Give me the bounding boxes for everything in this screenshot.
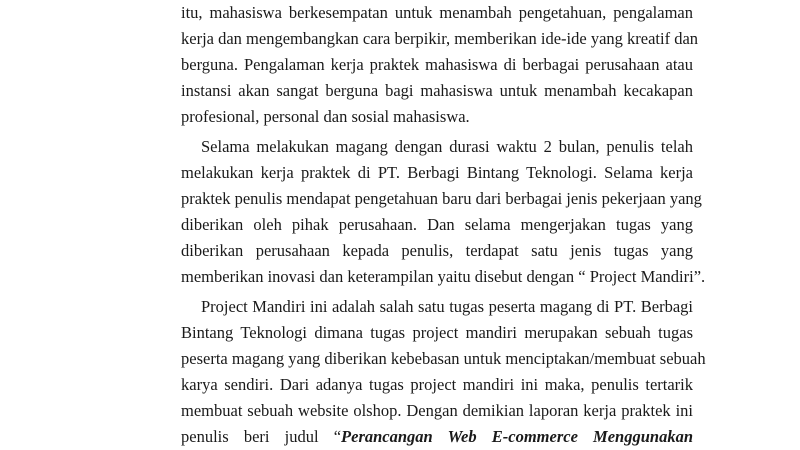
paragraph-line: Selama melakukan magang dengan durasi waktu 2 bulan, penulis telah	[201, 137, 693, 156]
paragraph-line: kerja dan mengembangkan cara berpikir, memberikan ide-ide yang kreatif dan	[181, 29, 699, 48]
paragraph-line: peserta magang yang diberikan kebebasan untuk menciptakan/membuat sebuah	[181, 349, 706, 368]
paragraph-line: berguna. Pengalaman kerja praktek mahasiswa di berbagai perusahaan atau	[181, 55, 693, 74]
report-title-emphasis: Perancangan Web E-commerce Menggunakan	[341, 427, 694, 446]
paragraph-line-title	[181, 424, 693, 450]
paragraph-line: diberikan perusahaan kepada penulis, terdapat satu jenis tugas yang	[181, 241, 693, 260]
paragraph-line: memberikan inovasi dan keterampilan yaitu disebut dengan “ Project Mandiri”.	[181, 267, 706, 286]
paragraph-line: instansi akan sangat berguna bagi mahasiswa untuk menambah kecakapan	[181, 81, 693, 100]
paragraph-line: Project Mandiri ini adalah salah satu tugas peserta magang di PT. Berbagi	[201, 297, 693, 316]
paragraph-line: Bintang Teknologi dimana tugas project mandiri merupakan sebuah tugas	[181, 323, 693, 342]
paragraph-line: membuat sebuah website olshop. Dengan demikian laporan kerja praktek ini	[181, 401, 693, 420]
paragraph-line: praktek penulis mendapat pengetahuan baru dari berbagai jenis pekerjaan yang	[181, 189, 702, 208]
paragraph-line: diberikan oleh pihak perusahaan. Dan selama mengerjakan tugas yang	[181, 215, 693, 234]
paragraph-line: melakukan kerja praktek di PT. Berbagi Bintang Teknologi. Selama kerja	[181, 163, 693, 182]
paragraph-line: profesional, personal dan sosial mahasiswa.	[181, 107, 470, 126]
title-prefix: penulis beri judul “	[181, 427, 342, 446]
paragraph-line: itu, mahasiswa berkesempatan untuk menambah pengetahuan, pengalaman	[181, 3, 693, 22]
paragraph-line: karya sendiri. Dari adanya tugas project mandiri ini maka, penulis tertarik	[181, 375, 693, 394]
